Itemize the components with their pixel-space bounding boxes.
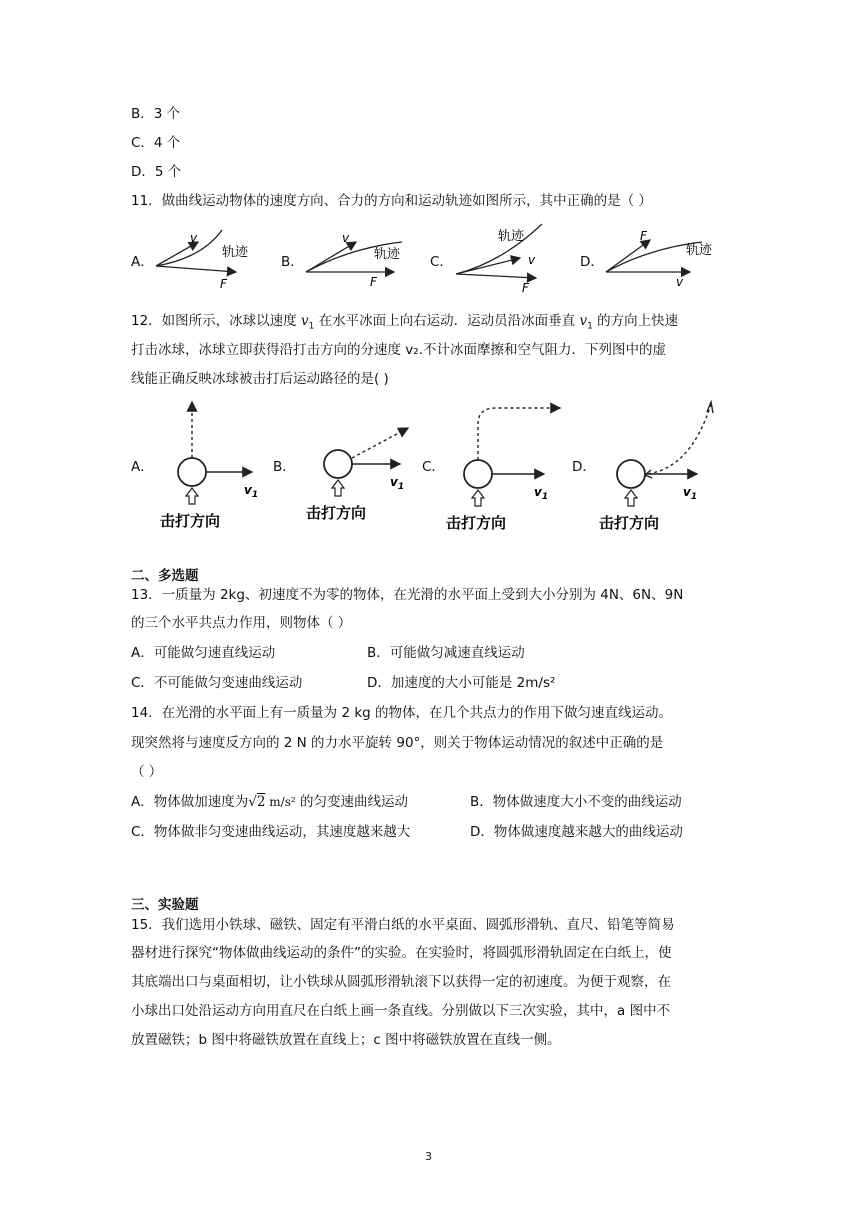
section2-heading: 二、多选题 (131, 568, 199, 584)
q11-figure-a (152, 222, 270, 296)
q12-figure-d (595, 398, 725, 542)
q14-option-a-post: 的匀变速曲线运动 (295, 794, 408, 810)
q12-figure-b (300, 396, 420, 540)
q11-figure-b (302, 222, 420, 296)
q11b-f-label: F (370, 275, 377, 289)
q13-line2: 的三个水平共点力作用，则物体（ ） (131, 615, 352, 631)
q11d-v-label: v (676, 275, 684, 289)
q15-line2: 器材进行探究“物体做曲线运动的条件”的实验。在实验时，将圆弧形滑轨固定在白纸上，使 (131, 945, 672, 961)
q12-figure-c (442, 398, 572, 542)
q15-line5: 放置磁铁；b 图中将磁铁放置在直线上；c 图中将磁铁放置在直线一侧。 (131, 1032, 561, 1048)
q12-line1-part-a: 12．如图所示，冰球以速度 (131, 313, 301, 329)
q13-line1: 13．一质量为 2kg、初速度不为零的物体，在光滑的水平面上受到大小分别为 4N、6N、9N (131, 587, 684, 603)
q11a-v-label: v (190, 231, 198, 245)
q14-option-b: B．物体做速度大小不变的曲线运动 (470, 794, 682, 810)
q12-v1-subscript: 1 (308, 321, 315, 332)
q12b-hit-direction: 击打方向 (306, 504, 367, 522)
option-c-carryover: C．4 个 (131, 135, 181, 151)
q12-line3: 线能正确反映冰球被击打后运动路径的是( ) (131, 371, 389, 387)
q12c-hit-direction: 击打方向 (446, 514, 507, 532)
q13-option-b: B．可能做匀减速直线运动 (367, 645, 525, 661)
option-b-carryover: B．3 个 (131, 106, 181, 122)
sqrt-radicand: 2 (256, 794, 266, 810)
q11b-v-label: v (342, 231, 350, 245)
q14-line3: （ ） (131, 764, 163, 780)
q14-line2: 现突然将与速度反方向的 2 N 的力水平旋转 90°，则关于物体运动情况的叙述中正确的是 (131, 735, 664, 751)
q13-option-c: C．不可能做匀变速曲线运动 (131, 675, 303, 691)
q11c-v-label: v (528, 253, 536, 267)
q11-label-c: C． (430, 254, 453, 270)
q11a-f-label: F (220, 277, 227, 291)
q15-line1: 15．我们选用小铁球、磁铁、固定有平滑白纸的水平桌面、圆弧形滑轨、直尺、铅笔等简易 (131, 917, 675, 933)
q12c-v1-label: $v_1$ (534, 485, 549, 502)
page-number: 3 (425, 1150, 432, 1163)
q13-option-a: A．可能做匀速直线运动 (131, 645, 276, 661)
q12d-v1-label: $v_1$ (683, 485, 698, 502)
q11c-trajectory-label: 轨迹 (498, 229, 525, 244)
option-d-carryover: D．5 个 (131, 164, 182, 180)
q12a-v1-label: $v_1$ (244, 483, 259, 500)
q11-stem: 11．做曲线运动物体的速度方向、合力的方向和运动轨迹如图所示，其中正确的是（ ） (131, 193, 652, 209)
section3-heading: 三、实验题 (131, 897, 199, 913)
q12-line1 (131, 311, 678, 337)
q12-figure-a (152, 396, 272, 540)
q12b-v1-label: $v_1$ (390, 475, 405, 492)
q11-label-a: A． (131, 254, 154, 270)
q14-option-a-unit: m/s² (265, 795, 296, 809)
q12d-hit-direction: 击打方向 (599, 514, 660, 532)
q12-v1-symbol-2: v (579, 313, 588, 329)
q14-option-a (131, 792, 408, 812)
q15-line3: 其底端出口与桌面相切，让小铁球从圆弧形滑轨滚下以获得一定的初速度。为便于观察，在 (131, 974, 671, 990)
q12-line1-part-c: 的方向上快速 (592, 313, 679, 329)
q12-line2: 打击冰球，冰球立即获得沿打击方向的分速度 v₂.不计冰面摩擦和空气阻力．下列图中的虚 (131, 342, 666, 358)
q12-line1-part-b: 在水平冰面上向右运动．运动员沿冰面垂直 (314, 313, 580, 329)
q11-label-d: D． (580, 254, 604, 270)
q14-option-a-pre: A．物体做加速度为 (131, 794, 249, 810)
q12-label-a: A． (131, 459, 154, 475)
q14-option-d: D．物体做速度越来越大的曲线运动 (470, 824, 683, 840)
q11-figure-d (602, 222, 720, 296)
q14-option-c: C．物体做非匀变速曲线运动，其速度越来越大 (131, 824, 411, 840)
q12-v1-subscript-2: 1 (587, 321, 593, 332)
q11a-trajectory-label: 轨迹 (222, 245, 249, 260)
q15-line4: 小球出口处沿运动方向用直尺在白纸上画一条直线。分别做以下三次实验，其中，a 图中不 (131, 1003, 671, 1019)
q12-label-c: C． (422, 459, 445, 475)
q11-label-b: B． (281, 254, 304, 270)
q11d-trajectory-label: 轨迹 (686, 243, 713, 258)
q12-label-d: D． (572, 459, 596, 475)
q12-v1-symbol: v (300, 313, 309, 329)
q14-line1: 14．在光滑的水平面上有一质量为 2 kg 的物体，在几个共点力的作用下做匀速直线运动。 (131, 705, 673, 721)
q11b-trajectory-label: 轨迹 (374, 247, 401, 262)
q12a-hit-direction: 击打方向 (160, 512, 221, 530)
sqrt-symbol: √2 (248, 794, 266, 810)
q11c-f-label: F (522, 281, 529, 294)
q11-figure-c (452, 218, 570, 298)
q12-label-b: B． (273, 459, 296, 475)
q13-option-d: D．加速度的大小可能是 2m/s² (367, 675, 556, 691)
q11d-f-label: F (640, 229, 647, 243)
